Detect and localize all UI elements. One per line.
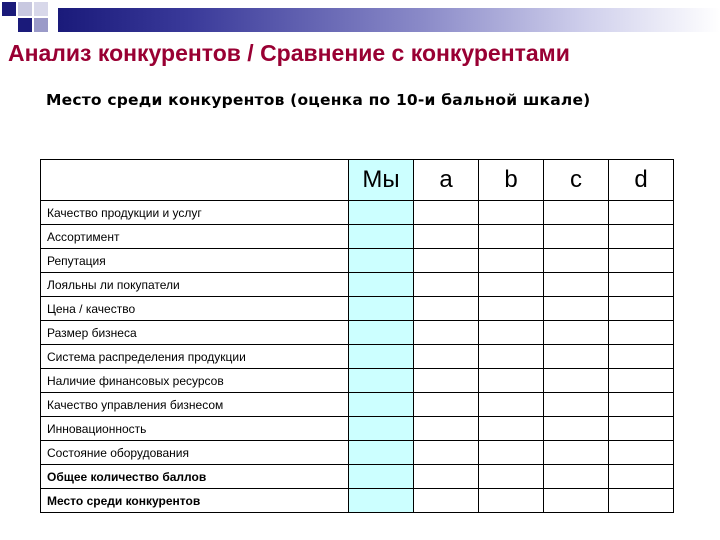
header-cell-we: Мы	[349, 160, 414, 201]
row-label: Репутация	[41, 249, 349, 273]
score-cell-b[interactable]	[479, 369, 544, 393]
score-cell-a[interactable]	[414, 297, 479, 321]
table-row	[41, 297, 674, 321]
decorative-header-band	[0, 0, 720, 36]
header-cell-criteria	[41, 160, 349, 201]
table-row	[41, 345, 674, 369]
score-cell-c[interactable]	[544, 393, 609, 417]
score-cell-we[interactable]	[349, 297, 414, 321]
score-cell-b[interactable]	[479, 345, 544, 369]
score-cell-we[interactable]	[349, 321, 414, 345]
table-row	[41, 441, 674, 465]
header-row	[41, 160, 674, 201]
score-cell-c[interactable]	[544, 465, 609, 489]
row-label: Размер бизнеса	[41, 321, 349, 345]
row-label: Качество продукции и услуг	[41, 201, 349, 225]
score-cell-c[interactable]	[544, 489, 609, 513]
score-cell-c[interactable]	[544, 441, 609, 465]
score-cell-we[interactable]	[349, 369, 414, 393]
score-cell-d[interactable]	[609, 393, 674, 417]
score-cell-we[interactable]	[349, 345, 414, 369]
score-cell-c[interactable]	[544, 201, 609, 225]
row-label: Состояние оборудования	[41, 441, 349, 465]
score-cell-we[interactable]	[349, 201, 414, 225]
score-cell-a[interactable]	[414, 345, 479, 369]
deco-square	[34, 2, 48, 16]
row-label: Лояльны ли покупатели	[41, 273, 349, 297]
score-cell-a[interactable]	[414, 225, 479, 249]
table-row	[41, 417, 674, 441]
score-cell-b[interactable]	[479, 489, 544, 513]
score-cell-b[interactable]	[479, 441, 544, 465]
score-cell-a[interactable]	[414, 273, 479, 297]
score-cell-c[interactable]	[544, 273, 609, 297]
header-cell-b: b	[479, 160, 544, 201]
row-label: Цена / качество	[41, 297, 349, 321]
score-cell-c[interactable]	[544, 297, 609, 321]
score-cell-a[interactable]	[414, 393, 479, 417]
score-cell-b[interactable]	[479, 321, 544, 345]
table-row	[41, 393, 674, 417]
table-row	[41, 321, 674, 345]
score-cell-d[interactable]	[609, 273, 674, 297]
table-row	[41, 465, 674, 489]
row-label: Инновационность	[41, 417, 349, 441]
table-row	[41, 225, 674, 249]
header-cell-a: a	[414, 160, 479, 201]
score-cell-c[interactable]	[544, 369, 609, 393]
score-cell-d[interactable]	[609, 345, 674, 369]
score-cell-c[interactable]	[544, 249, 609, 273]
score-cell-d[interactable]	[609, 465, 674, 489]
row-label: Место среди конкурентов	[41, 489, 349, 513]
score-cell-a[interactable]	[414, 417, 479, 441]
gradient-band	[58, 8, 720, 32]
row-label: Качество управления бизнесом	[41, 393, 349, 417]
score-cell-b[interactable]	[479, 273, 544, 297]
score-cell-d[interactable]	[609, 201, 674, 225]
score-cell-we[interactable]	[349, 249, 414, 273]
score-cell-d[interactable]	[609, 249, 674, 273]
score-cell-d[interactable]	[609, 441, 674, 465]
deco-square	[34, 18, 48, 32]
score-cell-b[interactable]	[479, 417, 544, 441]
deco-square	[18, 18, 32, 32]
row-label: Система распределения продукции	[41, 345, 349, 369]
score-cell-d[interactable]	[609, 489, 674, 513]
score-cell-b[interactable]	[479, 225, 544, 249]
score-cell-d[interactable]	[609, 417, 674, 441]
score-cell-b[interactable]	[479, 297, 544, 321]
row-label: Общее количество баллов	[41, 465, 349, 489]
score-cell-d[interactable]	[609, 225, 674, 249]
page-title: Анализ конкурентов / Сравнение с конкурентами	[8, 40, 570, 66]
table-row	[41, 489, 674, 513]
table-row	[41, 273, 674, 297]
score-cell-c[interactable]	[544, 321, 609, 345]
score-cell-we[interactable]	[349, 225, 414, 249]
score-cell-c[interactable]	[544, 225, 609, 249]
score-cell-b[interactable]	[479, 393, 544, 417]
score-cell-c[interactable]	[544, 345, 609, 369]
score-cell-d[interactable]	[609, 369, 674, 393]
score-cell-a[interactable]	[414, 201, 479, 225]
row-label: Наличие финансовых ресурсов	[41, 369, 349, 393]
score-cell-c[interactable]	[544, 417, 609, 441]
score-cell-we[interactable]	[349, 489, 414, 513]
score-cell-a[interactable]	[414, 321, 479, 345]
score-cell-a[interactable]	[414, 441, 479, 465]
score-cell-we[interactable]	[349, 465, 414, 489]
table-row	[41, 201, 674, 225]
table-row	[41, 249, 674, 273]
score-cell-we[interactable]	[349, 441, 414, 465]
deco-square	[18, 2, 32, 16]
score-cell-b[interactable]	[479, 465, 544, 489]
score-cell-a[interactable]	[414, 465, 479, 489]
deco-square	[2, 2, 16, 16]
score-cell-we[interactable]	[349, 273, 414, 297]
header-cell-c: c	[544, 160, 609, 201]
score-cell-b[interactable]	[479, 201, 544, 225]
table-subtitle: Место среди конкурентов (оценка по 10-и бальной шкале)	[46, 91, 591, 109]
header-cell-d: d	[609, 160, 674, 201]
row-label: Ассортимент	[41, 225, 349, 249]
table-row	[41, 369, 674, 393]
competitor-comparison-table	[40, 159, 674, 513]
score-cell-a[interactable]	[414, 249, 479, 273]
score-cell-d[interactable]	[609, 321, 674, 345]
score-cell-d[interactable]	[609, 297, 674, 321]
score-cell-a[interactable]	[414, 369, 479, 393]
score-cell-we[interactable]	[349, 393, 414, 417]
score-cell-we[interactable]	[349, 417, 414, 441]
score-cell-a[interactable]	[414, 489, 479, 513]
score-cell-b[interactable]	[479, 249, 544, 273]
